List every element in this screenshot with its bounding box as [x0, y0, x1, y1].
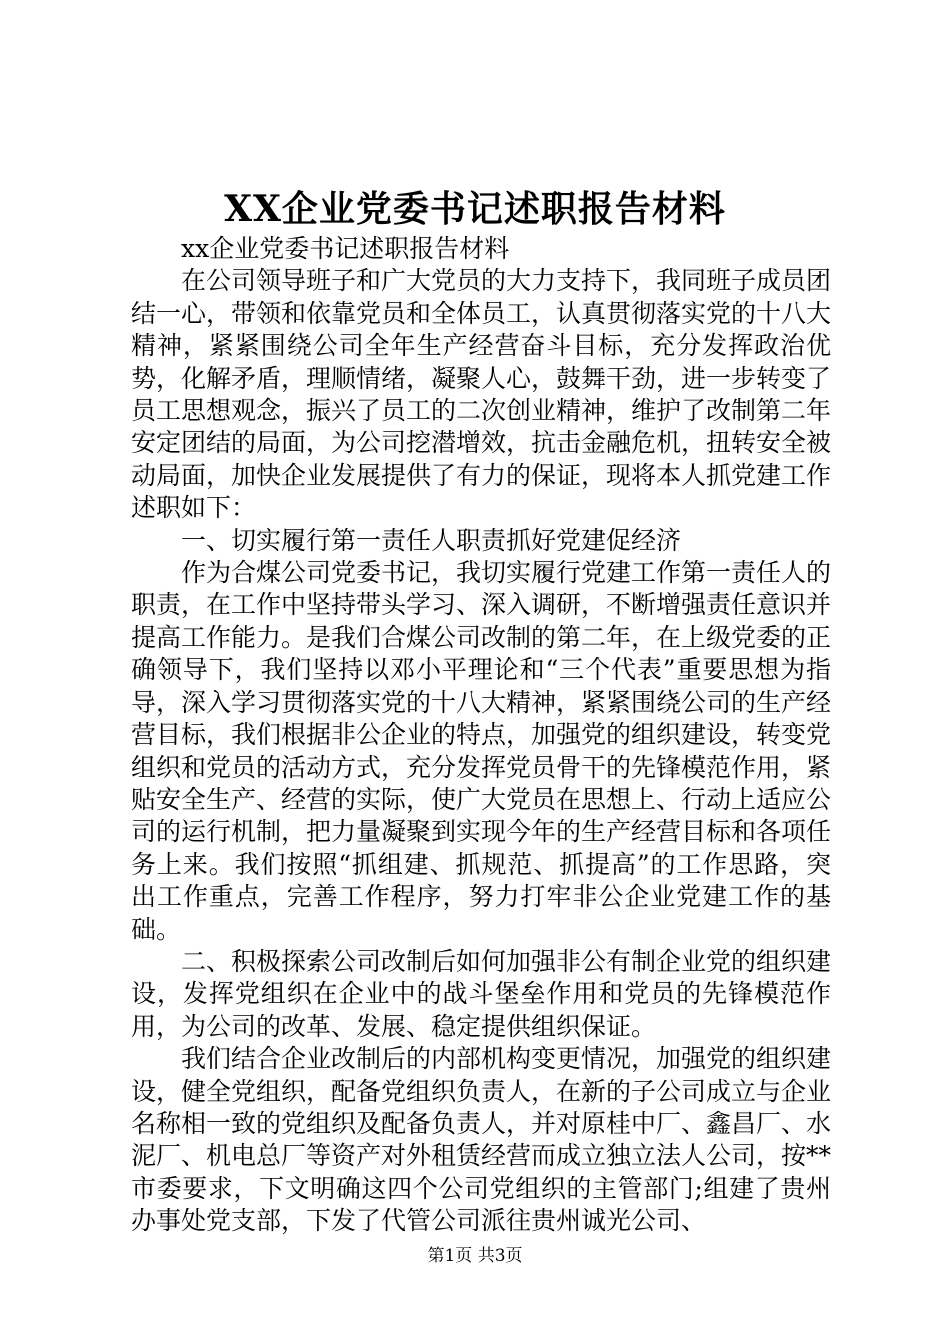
document-body: [131, 233, 831, 1238]
paragraph-intro: 在公司领导班子和广大党员的大力支持下，我同班子成员团结一心，带领和依靠党员和全体员工，认真贯彻落实党的十八大精神，紧紧围绕公司全年生产经营奋斗目标，充分发挥政治优势，化解矛盾，理顺情绪，凝聚人心，鼓舞干劲，进一步转变了员工思想观念，振兴了员工的二次创业精神，维护了改制第二年安定团结的局面，为公司挖潜增效，抗击金融危机，扭转安全被动局面，加快企业发展提供了有力的保证，现将本人抓党建工作述职如下：: [131, 266, 832, 523]
paragraph-subtitle: xx企业党委书记述职报告材料: [181, 234, 510, 263]
section-heading-2: 二、积极探索公司改制后如何加强非公有制企业党的组织建设，发挥党组织在企业中的战斗堡垒作用和党员的先锋模范作用，为公司的改革、发展、稳定提供组织保证。: [131, 946, 832, 1041]
paragraph-section-2: 我们结合企业改制后的内部机构变更情况，加强党的组织建设，健全党组织，配备党组织负责人，在新的子公司成立与企业名称相一致的党组织及配备负责人，并对原桂中厂、鑫昌厂、水泥厂、机电总厂等资产对外租赁经营而成立独立法人公司，按**市委要求，下文明确这四个公司党组织的主管部门;组建了贵州办事处党支部，下发了代管公司派往贵州诚光公司、: [131, 1044, 832, 1236]
paragraph-section-1: 作为合煤公司党委书记，我切实履行党建工作第一责任人的职责，在工作中坚持带头学习、深入调研，不断增强责任意识并提高工作能力。是我们合煤公司改制的第二年，在上级党委的正确领导下，我们坚持以邓小平理论和“三个代表”重要思想为指导，深入学习贯彻落实党的十八大精神，紧紧围绕公司的生产经营目标，我们根据非公企业的特点，加强党的组织建设，转变党组织和党员的活动方式，充分发挥党员骨干的先锋模范作用，紧贴安全生产、经营的实际，使广大党员在思想上、行动上适应公司的运行机制，把力量凝聚到实现今年的生产经营目标和各项任务上来。我们按照“抓组建、抓规范、抓提高”的工作思路，突出工作重点，完善工作程序，努力打牢非公企业党建工作的基础。: [131, 558, 832, 944]
section-heading-1: 一、切实履行第一责任人职责抓好党建促经济: [181, 525, 682, 555]
document-title: XX企业党委书记述职报告材料: [224, 188, 726, 230]
page-footer: 第1页 共3页: [427, 1246, 523, 1266]
